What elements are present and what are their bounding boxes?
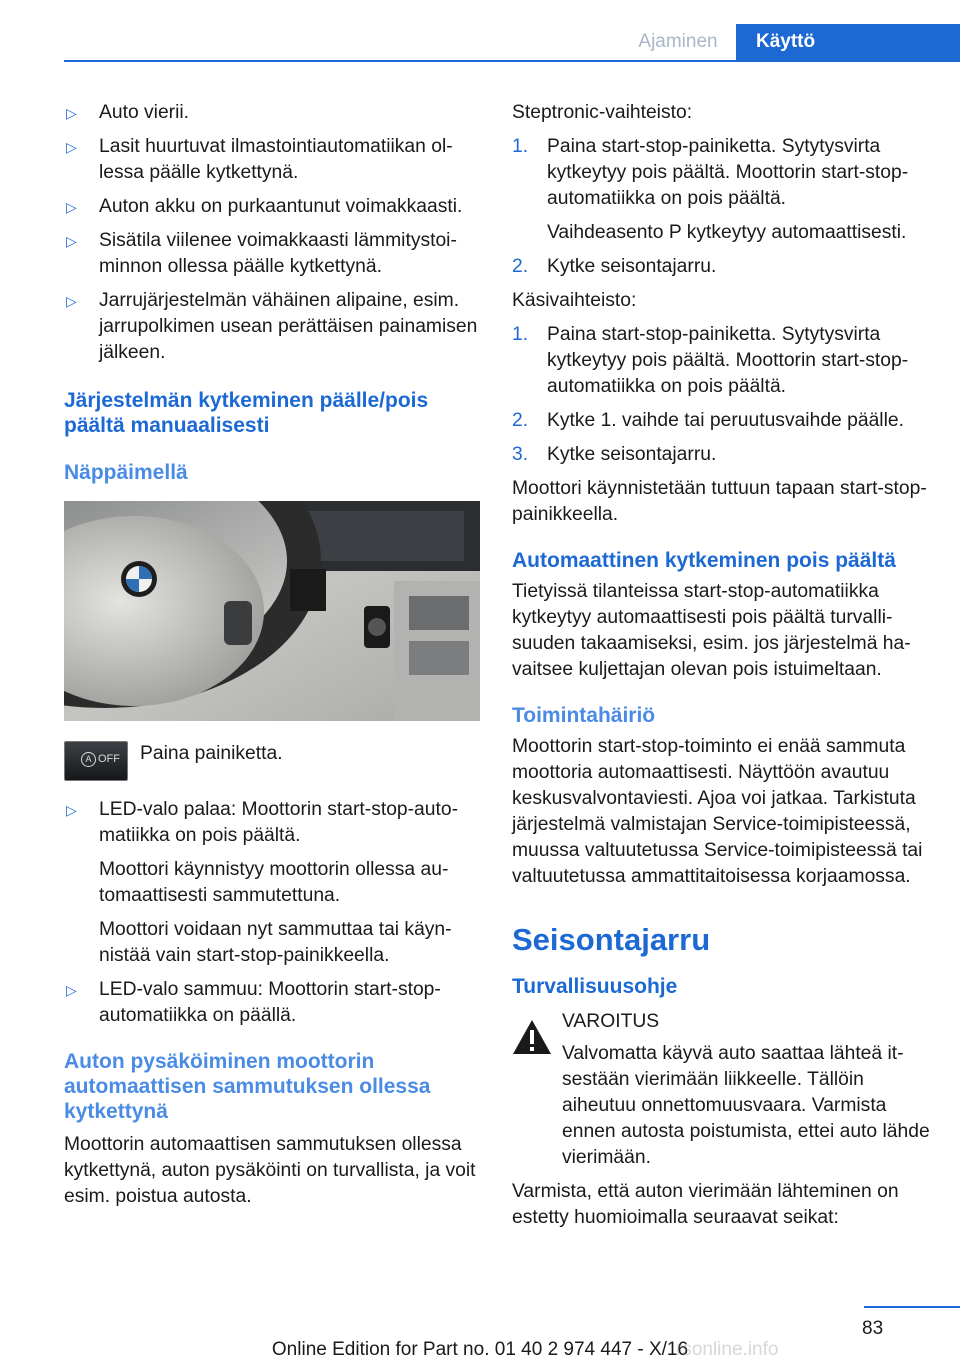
manual-steps (512, 322, 932, 468)
auto-off-paragraph: Tietyissä tilanteissa start-stop-automatiikka kytkeytyy automaattisesti pois päältä turvallisuuden takaamiseksi, esim. jos järjestelmä havaitsee kuljettajan olevan pois istuimeltaan. (512, 581, 911, 680)
triangle-bullet-icon: ▷ (66, 802, 77, 818)
list-item: 1. Paina start-stop-painiketta. Sytytysvirta kytkeytyy pois päältä. Moottorin start-stop-automatiikka on pois päältä. (512, 324, 909, 397)
triangle-bullet-icon: ▷ (66, 982, 77, 998)
list-item: ▷ Jarrujärjestelmän vähäinen alipaine, esim. jarrupolkimen usean perättäisen painamisen jälkeen. (66, 290, 478, 363)
list-item: ▷ Sisätila viilenee voimakkaasti lämmitystoiminnon ollessa päälle kytkettynä. (66, 230, 457, 277)
list-item: 3. Kytke seisontajarru. (512, 444, 717, 465)
triangle-bullet-icon: ▷ (66, 199, 77, 215)
start-stop-off-row (64, 741, 480, 791)
triangle-bullet-icon: ▷ (66, 139, 77, 155)
left-column (64, 100, 480, 1210)
warning-block (512, 1009, 932, 1171)
conditions-list (64, 100, 480, 366)
triangle-bullet-icon: ▷ (66, 233, 77, 249)
list-item: 2. Kytke 1. vaihde tai peruutusvaihde päälle. (512, 410, 904, 431)
warning-triangle-icon (512, 1019, 552, 1055)
warning-text: Valvomatta käyvä auto saattaa lähteä itsestään vierimään liikkeelle. Tällöin aiheutuu onnettomuusvaara. Varmista ennen autosta poistumista, ettei auto lähde vierimään. (562, 1043, 930, 1168)
triangle-bullet-icon: ▷ (66, 105, 77, 121)
triangle-bullet-icon: ▷ (66, 293, 77, 309)
warning-title: VAROITUS (562, 1011, 660, 1032)
edition-footer: Online Edition for Part no. 01 40 2 974 447 - X/16 (271, 1339, 689, 1360)
manual-label: Käsivaihteisto: (512, 290, 637, 311)
right-column (512, 100, 932, 1231)
section-heading-manual-toggle: Järjestelmän kytkeminen päälle/pois päältä manuaalisesti (64, 389, 429, 437)
page-header (64, 24, 960, 62)
steptronic-label: Steptronic-vaihteisto: (512, 102, 693, 123)
tab-kaytto: Käyttö (736, 24, 960, 60)
parking-paragraph: Moottorin automaattisen sammutuksen ollessa kytkettynä, auton pysäköinti on turvallista, ja voit esim. poistua autosta. (64, 1134, 476, 1207)
list-item: ▷ LED-valo palaa: Moottorin start-stop-automatiikka on pois päältä. Moottori käynnistyy moottorin ollessa automaattisesti sammutettuna. Moottori voidaan nyt sammuttaa tai käynnistää vain start-stop-painikkeella. (66, 799, 459, 966)
subsection-heading-button: Näppäimellä (64, 461, 188, 484)
section-heading-auto-off: Automaattinen kytkeminen pois päältä (512, 549, 896, 572)
list-item: ▷ Lasit huurtuvat ilmastointiautomatiikan ollessa päälle kytkettynä. (66, 136, 453, 183)
list-item: 1. Paina start-stop-painiketta. Sytytysvirta kytkeytyy pois päältä. Moottorin start-stop-automatiikka on pois päältä. Vaihdeasento P kytkeytyy automaattisesti. (512, 136, 909, 243)
malfunction-paragraph: Moottorin start-stop-toiminto ei enää sammuta moottoria automaattisesti. Näyttöön avautuu keskusvalvontaviesti. Ajoa voi jatkaa. Tarkistuta järjestelmä valmistajan Service-toimipisteessä, muussa valtuutetussa Service-toimipisteessä tai valtuutetussa ammattitaitoisessa korjaamossa. (512, 736, 923, 887)
steptronic-steps (512, 134, 932, 280)
tab-ajaminen: Ajaminen (638, 31, 718, 52)
chapter-heading-parking-brake: Seisontajarru (512, 922, 711, 957)
list-item: ▷ Auto vierii. (64, 100, 480, 126)
led-status-list (64, 797, 480, 1029)
steering-wheel-illustration (64, 501, 480, 721)
section-heading-malfunction: Toimintahäiriö (512, 704, 656, 727)
restart-paragraph: Moottori käynnistetään tuttuun tapaan start-stop-painikkeella. (512, 478, 927, 525)
page-number: 83 (862, 1318, 884, 1339)
list-item: ▷ Auton akku on purkaantunut voimakkaasti. (64, 194, 480, 220)
auto-start-stop-off-button-icon: A OFF (64, 741, 128, 781)
final-paragraph: Varmista, että auton vierimään lähteminen on estetty huomioimalla seuraavat seikat: (512, 1181, 899, 1228)
list-item: ▷ LED-valo sammuu: Moottorin start-stop-automatiikka on päällä. (66, 979, 441, 1026)
watermark: rsonline.info (676, 1339, 779, 1360)
list-item: 2. Kytke seisontajarru. (512, 256, 717, 277)
steering-wheel-photo (64, 501, 480, 721)
section-heading-safety: Turvallisuusohje (512, 975, 678, 998)
section-heading-parking: Auton pysäköiminen moottorin automaattisen sammutuksen ollessa kytkettynä (64, 1050, 431, 1123)
button-caption: Paina painiketta. (140, 743, 283, 764)
footer-accent-line (864, 1306, 960, 1308)
